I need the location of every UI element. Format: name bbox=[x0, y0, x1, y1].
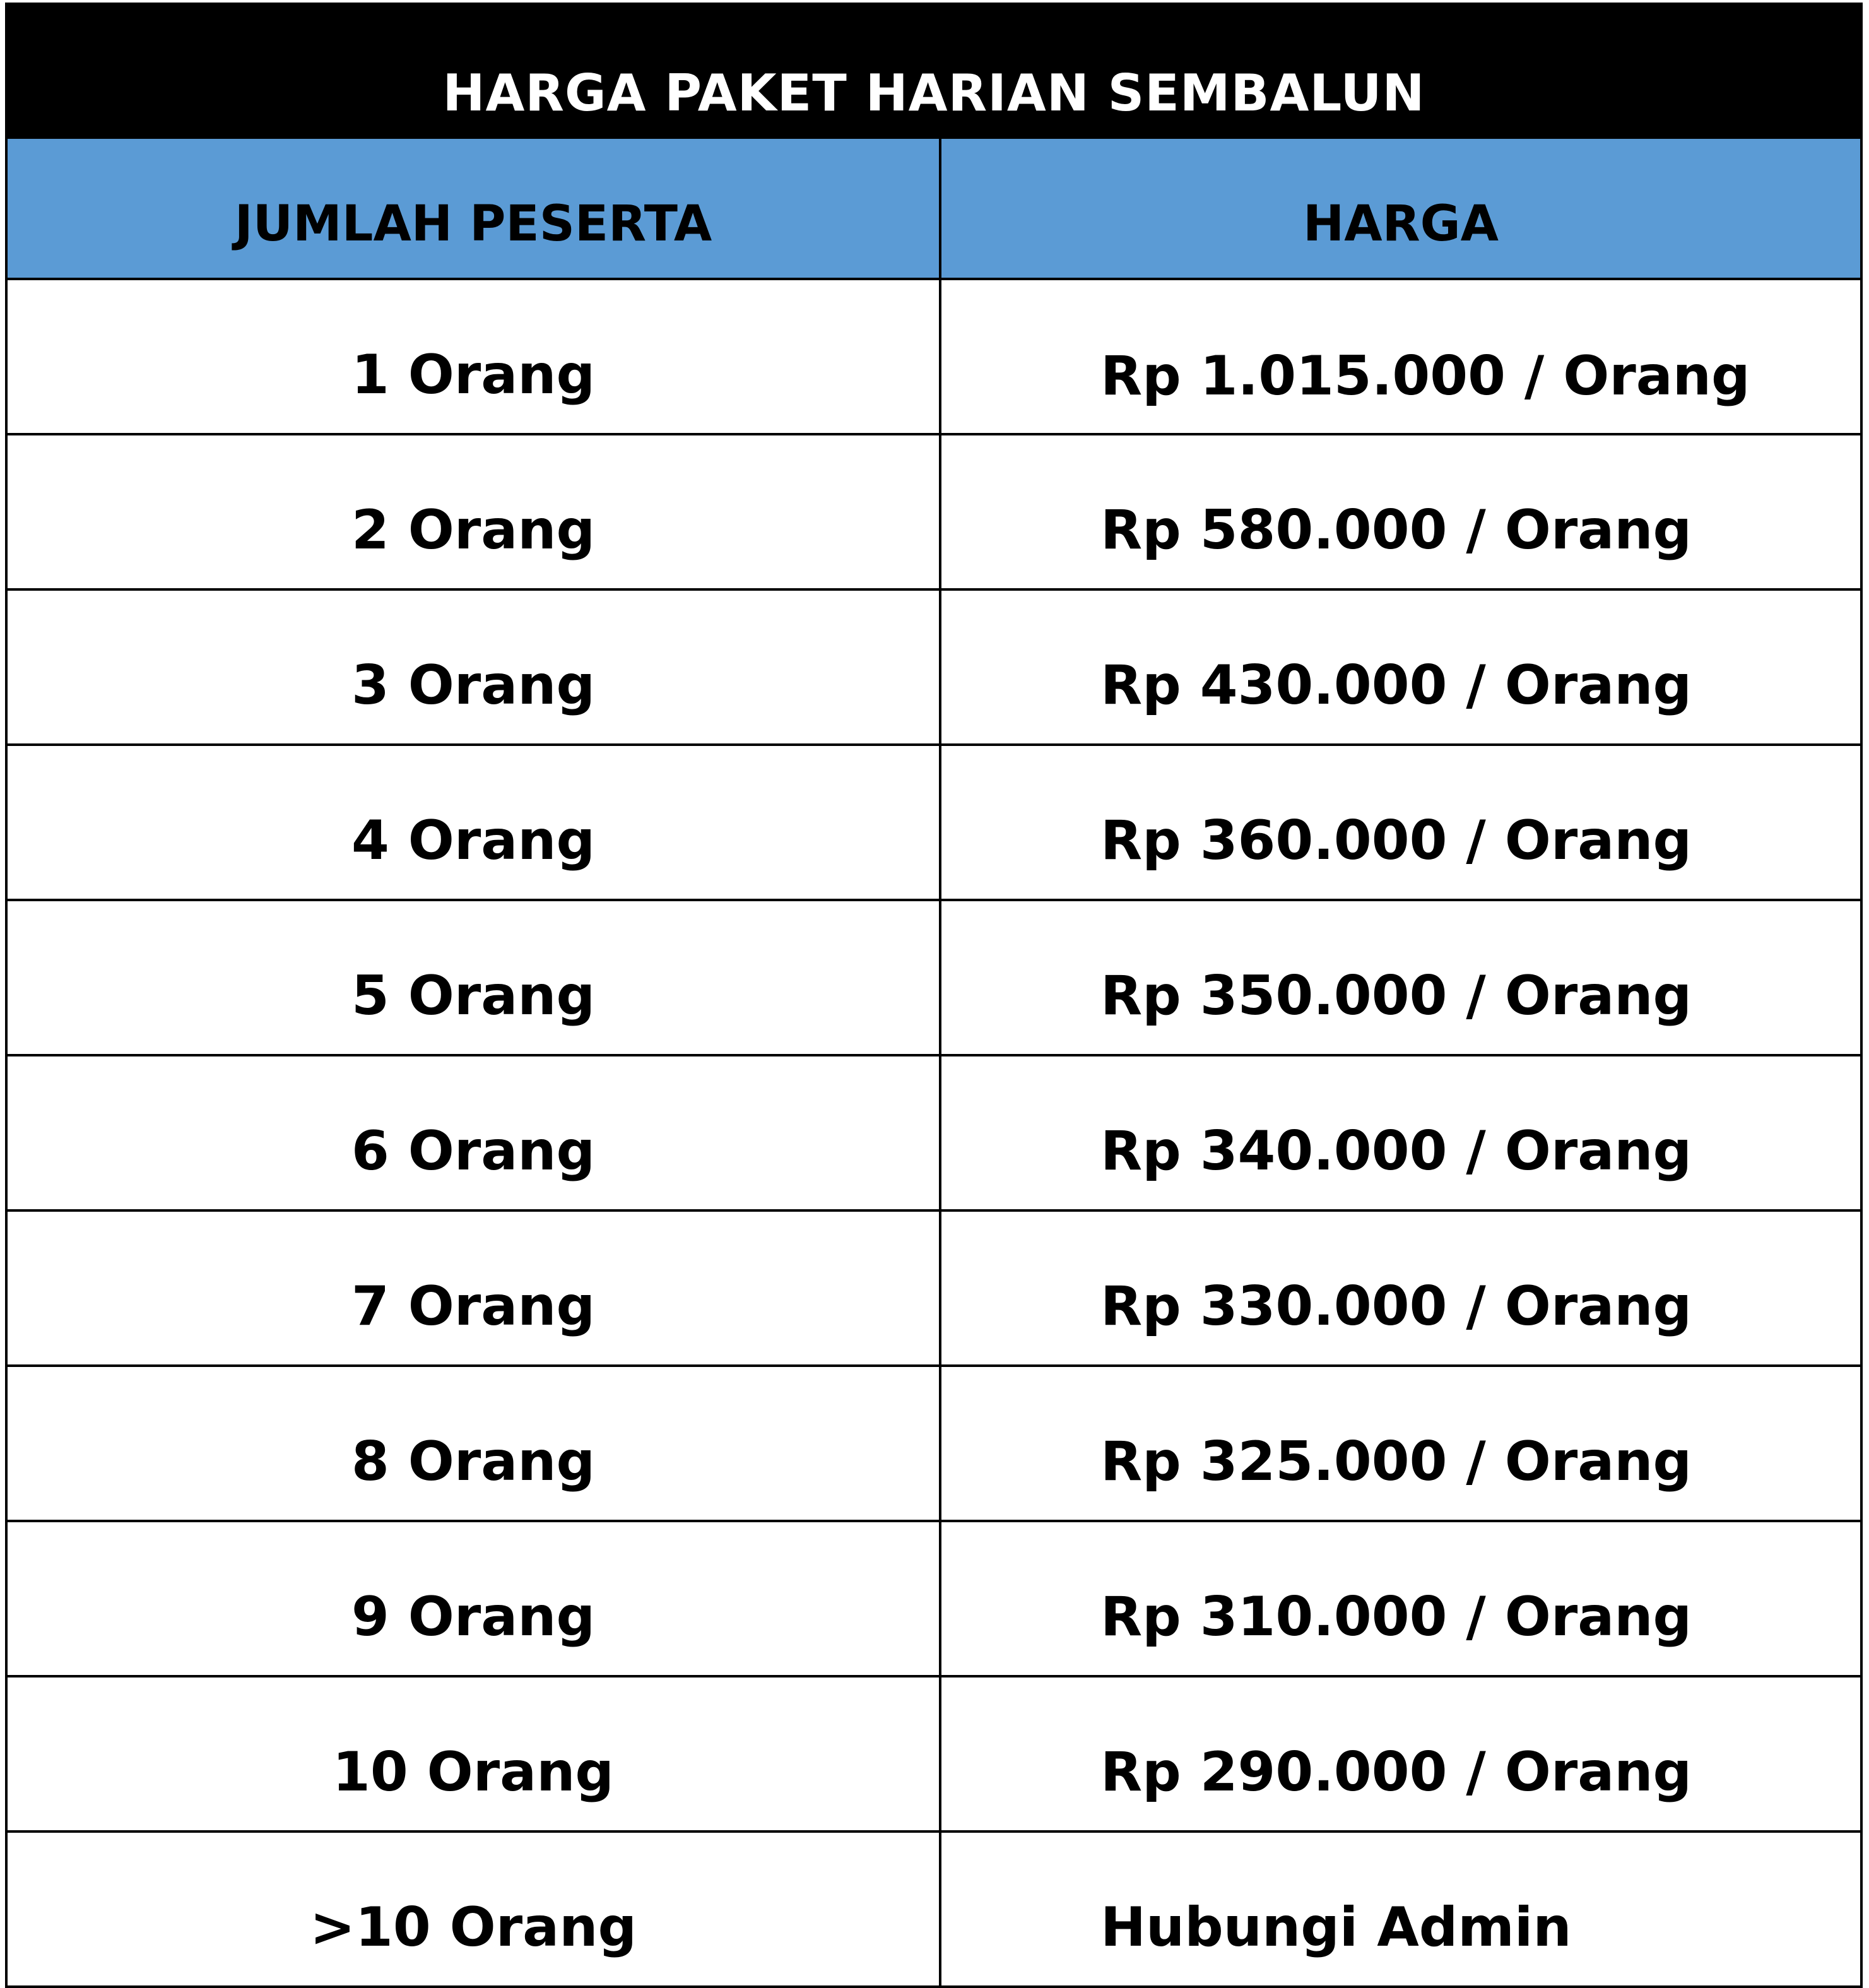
participants-cell: 7 Orang bbox=[8, 1212, 941, 1364]
table-row bbox=[8, 588, 1860, 743]
table-title: HARGA PAKET HARIAN SEMBALUN bbox=[8, 5, 1860, 139]
table-row bbox=[8, 899, 1860, 1054]
table-row bbox=[8, 1675, 1860, 1830]
price-cell: Rp 580.000 / Orang bbox=[1100, 499, 1692, 562]
table-row bbox=[8, 1520, 1860, 1675]
table-row bbox=[8, 433, 1860, 588]
price-cell: Rp 290.000 / Orang bbox=[1100, 1741, 1692, 1804]
participants-cell: 2 Orang bbox=[8, 435, 941, 588]
price-table bbox=[5, 3, 1863, 1988]
participants-cell: 10 Orang bbox=[8, 1677, 941, 1830]
table-row bbox=[8, 1209, 1860, 1364]
participants-cell: >10 Orang bbox=[8, 1833, 941, 1985]
table-row bbox=[8, 1830, 1860, 1985]
price-cell: Rp 330.000 / Orang bbox=[1100, 1275, 1692, 1338]
participants-cell: 8 Orang bbox=[8, 1367, 941, 1520]
table-row bbox=[8, 278, 1860, 433]
table-row bbox=[8, 1054, 1860, 1209]
table-header-row bbox=[8, 139, 1860, 278]
participants-cell: 1 Orang bbox=[8, 280, 941, 433]
header-price: HARGA bbox=[1302, 196, 1499, 252]
header-participants: JUMLAH PESERTA bbox=[8, 139, 941, 278]
participants-cell: 9 Orang bbox=[8, 1522, 941, 1675]
participants-cell: 4 Orang bbox=[8, 746, 941, 899]
participants-cell: 6 Orang bbox=[8, 1056, 941, 1209]
participants-cell: 5 Orang bbox=[8, 901, 941, 1054]
price-cell: Rp 1.015.000 / Orang bbox=[1100, 345, 1750, 408]
price-cell: Rp 325.000 / Orang bbox=[1100, 1430, 1692, 1493]
price-cell: Rp 360.000 / Orang bbox=[1100, 809, 1692, 872]
price-cell: Rp 310.000 / Orang bbox=[1100, 1585, 1692, 1648]
price-cell: Hubungi Admin bbox=[1100, 1896, 1572, 1959]
participants-cell: 3 Orang bbox=[8, 591, 941, 743]
price-cell: Rp 430.000 / Orang bbox=[1100, 654, 1692, 717]
price-cell: Rp 350.000 / Orang bbox=[1100, 964, 1692, 1027]
table-row bbox=[8, 743, 1860, 899]
price-cell: Rp 340.000 / Orang bbox=[1100, 1120, 1692, 1183]
table-row bbox=[8, 1364, 1860, 1520]
